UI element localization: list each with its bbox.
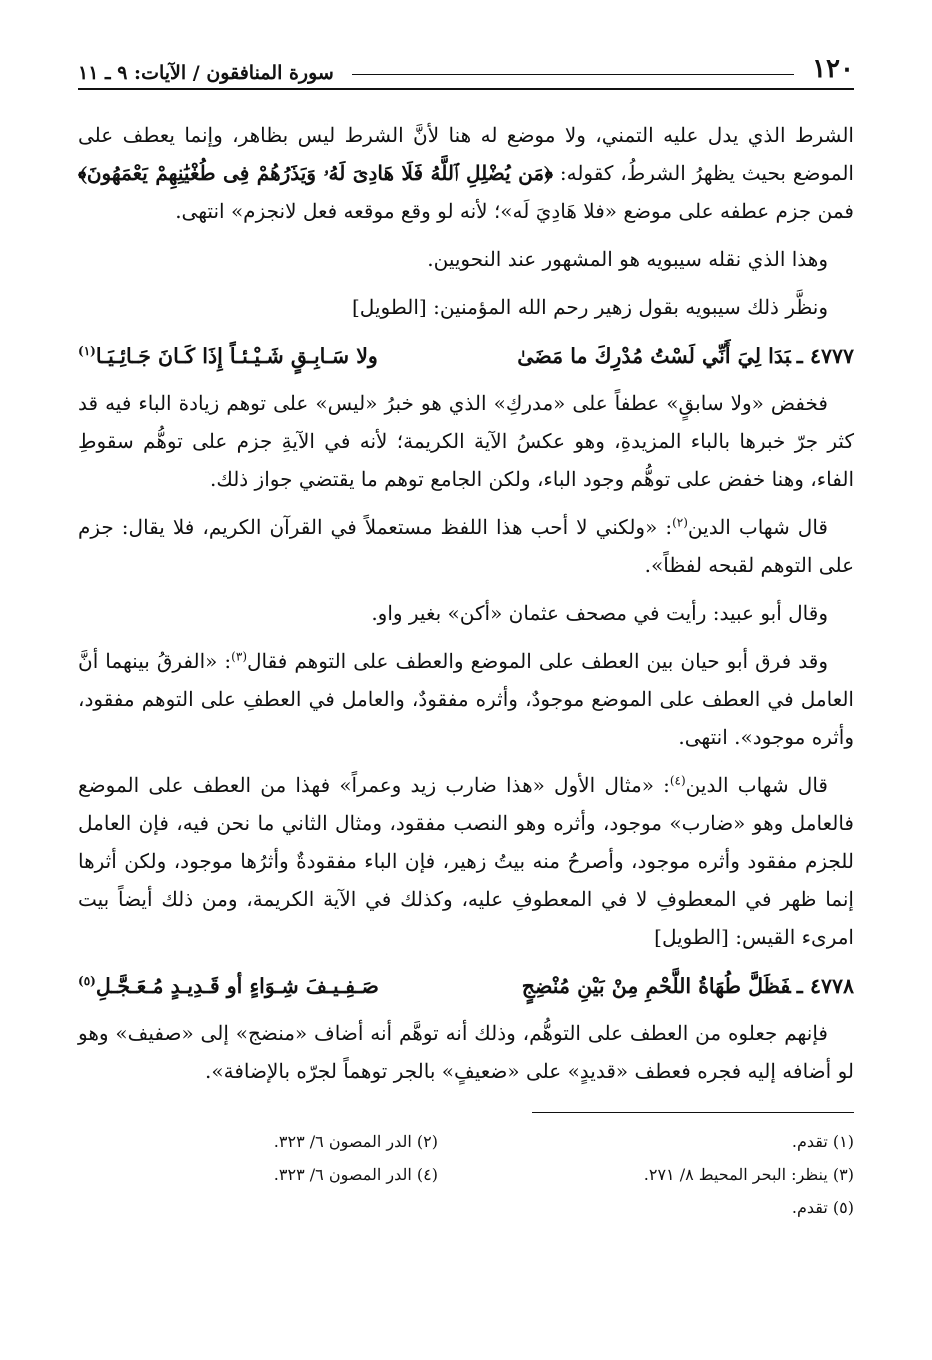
footnote-row — [78, 1125, 854, 1158]
paragraph-text: قال شهاب الدين — [685, 773, 828, 797]
header-rule — [352, 74, 794, 75]
verse-text: ولا سَـابِـقٍ شَـيْـئـاً إِذَا كَـانَ جَـائِـيَـا — [95, 344, 378, 368]
footnote: (٥) تقدم. — [791, 1198, 854, 1217]
footnote-marker: (١) — [78, 344, 96, 359]
poetry-verse — [78, 966, 854, 1006]
paragraph — [78, 116, 854, 230]
footnote-separator — [532, 1112, 854, 1113]
footnote-marker: (٢) — [672, 515, 688, 530]
paragraph — [78, 642, 854, 756]
paragraph — [78, 508, 854, 584]
verse-number: ٤٧٧٧ ـ — [796, 344, 854, 368]
verse-second-hemistich — [78, 966, 379, 1006]
main-text — [78, 116, 854, 1224]
footnote: (٣) ينظر: البحر المحيط ٨/ ٢٧١. — [643, 1165, 854, 1184]
verse-second-hemistich — [78, 336, 378, 376]
paragraph-text: : «ولكني لا أحب هذا اللفظ مستعملاً في القرآن الكريم، فلا يقال: جزم على التوهم لقبحه لفظاً». — [78, 515, 854, 577]
paragraph: وقال أبو عبيد: رأيت في مصحف عثمان «أكن» بغير واو. — [371, 601, 828, 625]
paragraph-text: قال شهاب الدين — [687, 515, 828, 539]
verse-text: صَـفِـيـفَ شِـوَاءٍ أو قَـدِيـدٍ مُـعَـجَّـلِ — [95, 974, 379, 998]
paragraph-text: : «مثال الأول «هذا ضارب زيد وعمراً» فهذا من العطف على الموضع فالعامل وهو «ضارب» موجود، وأثره وهو النصب مفقود، ومثال الثاني ما نحن فيه، فإن العامل للجزم مفقود وأثره موجود، وأصرحُ منه بيتُ زهير، فإن الباء مفقودةٌ وأثرُها موجود، ولكن أثرها إنما ظهر في المعطوفِ لا في المعطوفِ عليه، وكذلك في الآية الكريمة، ومن ذلك أيضاً بيت امرىء القيس: — [78, 773, 854, 949]
paragraph-text: ونظَّر ذلك سيبويه بقول زهير رحم الله المؤمنين: — [426, 295, 828, 319]
meter-label: [الطويل] — [352, 295, 427, 319]
footnote-marker: (٣) — [231, 649, 247, 664]
paragraph-text: وقد فرق أبو حيان بين العطف على الموضع والعطف على التوهم فقال — [247, 649, 828, 673]
paragraph — [78, 766, 854, 956]
footnote: (٤) الدر المصون ٦/ ٣٢٣. — [273, 1165, 438, 1184]
footnote-row — [78, 1191, 854, 1224]
footnote-marker: (٥) — [78, 974, 96, 989]
paragraph: وهذا الذي نقله سيبويه هو المشهور عند النحويين. — [427, 247, 828, 271]
quran-quote: ﴿مَن يُضْلِلِ ٱللَّهُ فَلَا هَادِىَ لَهُۥ وَيَذَرُهُمْ فِى طُغْيَٰنِهِمْ يَعْمَهُونَ﴾ — [78, 161, 553, 185]
footnotes — [78, 1125, 854, 1224]
footnote: (١) تقدم. — [791, 1132, 854, 1151]
paragraph-text: : «الفرقُ بينهما أنَّ العامل في العطف على الموضع موجودٌ، وأثره مفقودٌ، والعامل في العطفِ على التوهم مفقود، وأثره موجود». انتهى. — [78, 649, 854, 749]
page-number: ١٢٠ — [812, 54, 854, 84]
verse-first-hemistich — [517, 336, 854, 376]
running-title: سورة المنافقون / الآيات: ٩ ـ ١١ — [78, 62, 334, 84]
page-header — [78, 46, 854, 90]
footnote: (٢) الدر المصون ٦/ ٣٢٣. — [273, 1132, 438, 1151]
footnote-marker: (٤) — [669, 773, 686, 788]
paragraph: فإنهم جعلوه من العطف على التوهُّم، وذلك أنه توهَّم أنه أضاف «منضج» إلى «صفيف» وهو لو أضافه إليه فجره فعطف «قديدٍ» على «ضعيفٍ» بالجر توهماً لجرّه بالإضافة». — [78, 1021, 854, 1083]
verse-number: ٤٧٧٨ ـ — [796, 974, 854, 998]
verse-text: بَدَا لِيَ أَنِّي لَسْتُ مُدْرِكَ ما مَضَىٰ — [517, 344, 791, 368]
paragraph — [78, 288, 854, 326]
paragraph-text: فمن جزم عطفه على موضع «فلا هَادِيَ لَه»؛ لأنه لو وقع موقعه فعل لانجزم» انتهى. — [175, 199, 854, 223]
footnote-row — [78, 1158, 854, 1191]
paragraph-text: الشرط الذي يدل عليه التمني، ولا موضع له هنا لأنَّ الشرط ليس بظاهر، وإنما يعطف على الموضع بحيث يظهرُ الشرطُ، كقوله: — [78, 123, 854, 185]
verse-text: فَظَلَّ طُهَاةُ اللَّحْمِ مِنْ بَيْنِ مُنْضِجٍ — [521, 974, 791, 998]
page — [78, 46, 854, 1336]
paragraph: فخفض «ولا سابقٍ» عطفاً على «مدركِ» الذي هو خبرُ «ليس» على توهم زيادة الباء فيه قد كثر جرّ خبرها بالباء المزيدةِ، وهو عكسُ الآية الكريمة؛ لأنه في الآيةِ جزم على توهُّم سقوطِ الفاء، وهنا خفض على توهُّم وجود الباء، ولكن الجامع توهم ما يقتضي جواز ذلك. — [78, 391, 854, 491]
meter-label: [الطويل] — [654, 925, 729, 949]
poetry-verse — [78, 336, 854, 376]
verse-first-hemistich — [522, 966, 854, 1006]
